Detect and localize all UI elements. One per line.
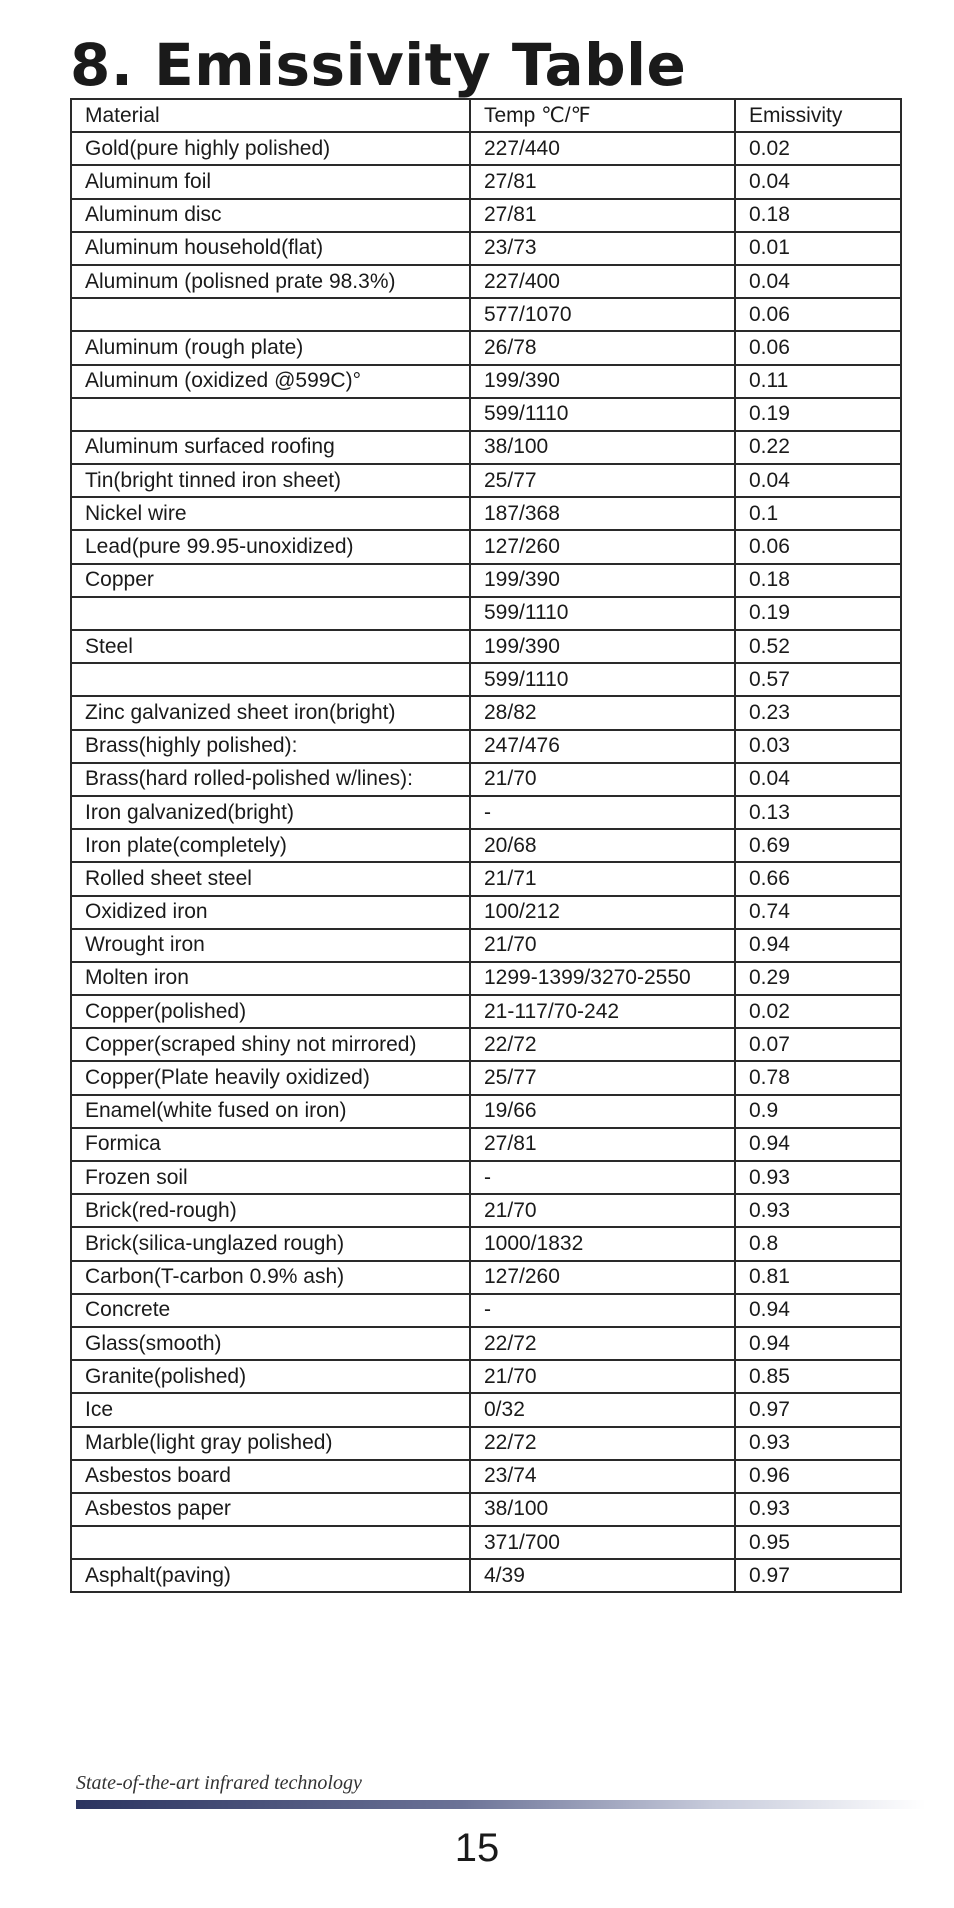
emissivity-cell: 0.96: [735, 1460, 901, 1493]
material-cell: Copper: [71, 564, 470, 597]
emissivity-cell: 0.13: [735, 796, 901, 829]
emissivity-cell: 0.1: [735, 497, 901, 530]
emissivity-cell: 0.94: [735, 1294, 901, 1327]
material-cell: Aluminum disc: [71, 199, 470, 232]
material-cell: Aluminum surfaced roofing: [71, 431, 470, 464]
temp-cell: 1299-1399/3270-2550: [470, 962, 735, 995]
emissivity-cell: 0.04: [735, 763, 901, 796]
material-cell: Aluminum (rough plate): [71, 331, 470, 364]
emissivity-cell: 0.69: [735, 829, 901, 862]
material-cell: [71, 398, 470, 431]
material-cell: Aluminum (polisned prate 98.3%): [71, 265, 470, 298]
emissivity-cell: 0.95: [735, 1526, 901, 1559]
table-row: [71, 232, 901, 265]
material-cell: Asbestos board: [71, 1460, 470, 1493]
table-row: [71, 829, 901, 862]
emissivity-cell: 0.94: [735, 1327, 901, 1360]
table-row: [71, 1128, 901, 1161]
material-cell: Aluminum foil: [71, 165, 470, 198]
table-row: [71, 530, 901, 563]
table-row: [71, 1493, 901, 1526]
table-row: [71, 929, 901, 962]
material-cell: Iron galvanized(bright): [71, 796, 470, 829]
temp-cell: 371/700: [470, 1526, 735, 1559]
emissivity-cell: 0.23: [735, 696, 901, 729]
temp-cell: -: [470, 796, 735, 829]
table-row: [71, 1526, 901, 1559]
temp-cell: -: [470, 1294, 735, 1327]
table-row: [71, 331, 901, 364]
temp-cell: 27/81: [470, 1128, 735, 1161]
material-cell: [71, 1526, 470, 1559]
table-row: [71, 464, 901, 497]
table-row: [71, 298, 901, 331]
material-cell: Wrought iron: [71, 929, 470, 962]
emissivity-cell: 0.06: [735, 530, 901, 563]
footer-divider: [76, 1800, 926, 1809]
emissivity-cell: 0.04: [735, 265, 901, 298]
emissivity-cell: 0.78: [735, 1061, 901, 1094]
temp-cell: 577/1070: [470, 298, 735, 331]
temp-cell: 21/71: [470, 862, 735, 895]
table-row: [71, 1194, 901, 1227]
table-row: [71, 1095, 901, 1128]
material-cell: Oxidized iron: [71, 896, 470, 929]
table-row: [71, 962, 901, 995]
material-cell: Copper(scraped shiny not mirrored): [71, 1028, 470, 1061]
temp-cell: 127/260: [470, 1261, 735, 1294]
table-row: [71, 497, 901, 530]
material-cell: Carbon(T-carbon 0.9% ash): [71, 1261, 470, 1294]
temp-cell: 21-117/70-242: [470, 995, 735, 1028]
material-cell: Ice: [71, 1393, 470, 1426]
material-cell: [71, 597, 470, 630]
emissivity-cell: 0.97: [735, 1393, 901, 1426]
page-number: 15: [454, 1826, 500, 1870]
material-cell: Marble(light gray polished): [71, 1427, 470, 1460]
table-row: [71, 1261, 901, 1294]
temp-cell: 1000/1832: [470, 1227, 735, 1260]
emissivity-cell: 0.18: [735, 199, 901, 232]
temp-cell: 27/81: [470, 199, 735, 232]
emissivity-cell: 0.06: [735, 331, 901, 364]
table-row: [71, 199, 901, 232]
emissivity-cell: 0.94: [735, 1128, 901, 1161]
temp-cell: 100/212: [470, 896, 735, 929]
material-cell: Steel: [71, 630, 470, 663]
material-cell: Molten iron: [71, 962, 470, 995]
temp-cell: 22/72: [470, 1028, 735, 1061]
emissivity-cell: 0.93: [735, 1194, 901, 1227]
temp-cell: 4/39: [470, 1559, 735, 1592]
table-row: [71, 696, 901, 729]
table-row: [71, 1028, 901, 1061]
material-cell: Glass(smooth): [71, 1327, 470, 1360]
emissivity-cell: 0.02: [735, 132, 901, 165]
material-cell: [71, 298, 470, 331]
table-row: [71, 796, 901, 829]
emissivity-cell: 0.94: [735, 929, 901, 962]
temp-cell: 25/77: [470, 464, 735, 497]
emissivity-cell: 0.97: [735, 1559, 901, 1592]
emissivity-cell: 0.93: [735, 1493, 901, 1526]
emissivity-cell: 0.93: [735, 1161, 901, 1194]
temp-cell: -: [470, 1161, 735, 1194]
emissivity-cell: 0.01: [735, 232, 901, 265]
material-cell: Iron plate(completely): [71, 829, 470, 862]
table-row: [71, 265, 901, 298]
header-row: [71, 99, 901, 132]
material-cell: Aluminum household(flat): [71, 232, 470, 265]
temp-cell: 25/77: [470, 1061, 735, 1094]
table-header: [71, 99, 901, 132]
emissivity-cell: 0.19: [735, 398, 901, 431]
emissivity-cell: 0.04: [735, 464, 901, 497]
table-row: [71, 896, 901, 929]
table-body: [71, 132, 901, 1592]
footer-tagline: State-of-the-art infrared technology: [76, 1772, 362, 1794]
material-cell: Brass(hard rolled-polished w/lines):: [71, 763, 470, 796]
emissivity-cell: 0.11: [735, 365, 901, 398]
header-temp: Temp ℃/℉: [470, 99, 735, 132]
header-emissivity: Emissivity: [735, 99, 901, 132]
material-cell: Formica: [71, 1128, 470, 1161]
temp-cell: 227/440: [470, 132, 735, 165]
emissivity-table: [70, 98, 902, 1593]
emissivity-cell: 0.19: [735, 597, 901, 630]
temp-cell: 20/68: [470, 829, 735, 862]
emissivity-cell: 0.57: [735, 663, 901, 696]
material-cell: Rolled sheet steel: [71, 862, 470, 895]
table-row: [71, 165, 901, 198]
emissivity-cell: 0.74: [735, 896, 901, 929]
emissivity-cell: 0.18: [735, 564, 901, 597]
material-cell: Copper(Plate heavily oxidized): [71, 1061, 470, 1094]
material-cell: Gold(pure highly polished): [71, 132, 470, 165]
temp-cell: 599/1110: [470, 398, 735, 431]
material-cell: Brick(red-rough): [71, 1194, 470, 1227]
temp-cell: 21/70: [470, 1194, 735, 1227]
temp-cell: 38/100: [470, 431, 735, 464]
table-row: [71, 1360, 901, 1393]
temp-cell: 199/390: [470, 630, 735, 663]
temp-cell: 23/74: [470, 1460, 735, 1493]
temp-cell: 599/1110: [470, 597, 735, 630]
table-row: [71, 1061, 901, 1094]
temp-cell: 38/100: [470, 1493, 735, 1526]
emissivity-cell: 0.8: [735, 1227, 901, 1260]
emissivity-cell: 0.66: [735, 862, 901, 895]
material-cell: Asphalt(paving): [71, 1559, 470, 1592]
table-row: [71, 1460, 901, 1493]
temp-cell: 19/66: [470, 1095, 735, 1128]
material-cell: Brass(highly polished):: [71, 730, 470, 763]
emissivity-cell: 0.04: [735, 165, 901, 198]
temp-cell: 22/72: [470, 1427, 735, 1460]
temp-cell: 599/1110: [470, 663, 735, 696]
emissivity-cell: 0.07: [735, 1028, 901, 1061]
emissivity-cell: 0.93: [735, 1427, 901, 1460]
table-row: [71, 630, 901, 663]
material-cell: Frozen soil: [71, 1161, 470, 1194]
material-cell: Aluminum (oxidized @599C)°: [71, 365, 470, 398]
temp-cell: 27/81: [470, 165, 735, 198]
material-cell: Brick(silica-unglazed rough): [71, 1227, 470, 1260]
temp-cell: 21/70: [470, 1360, 735, 1393]
table-row: [71, 564, 901, 597]
temp-cell: 23/73: [470, 232, 735, 265]
material-cell: Concrete: [71, 1294, 470, 1327]
emissivity-cell: 0.85: [735, 1360, 901, 1393]
temp-cell: 199/390: [470, 564, 735, 597]
temp-cell: 247/476: [470, 730, 735, 763]
emissivity-cell: 0.02: [735, 995, 901, 1028]
table-row: [71, 132, 901, 165]
table-row: [71, 365, 901, 398]
material-cell: Nickel wire: [71, 497, 470, 530]
page-title: 8. Emissivity Table: [70, 31, 687, 99]
table-row: [71, 1427, 901, 1460]
temp-cell: 227/400: [470, 265, 735, 298]
material-cell: Granite(polished): [71, 1360, 470, 1393]
temp-cell: 0/32: [470, 1393, 735, 1426]
temp-cell: 26/78: [470, 331, 735, 364]
material-cell: Lead(pure 99.95-unoxidized): [71, 530, 470, 563]
emissivity-cell: 0.81: [735, 1261, 901, 1294]
material-cell: Copper(polished): [71, 995, 470, 1028]
temp-cell: 22/72: [470, 1327, 735, 1360]
emissivity-cell: 0.03: [735, 730, 901, 763]
material-cell: Zinc galvanized sheet iron(bright): [71, 696, 470, 729]
table-row: [71, 398, 901, 431]
temp-cell: 127/260: [470, 530, 735, 563]
emissivity-cell: 0.52: [735, 630, 901, 663]
emissivity-cell: 0.9: [735, 1095, 901, 1128]
temp-cell: 199/390: [470, 365, 735, 398]
header-material: Material: [71, 99, 470, 132]
table-row: [71, 1294, 901, 1327]
table-row: [71, 1393, 901, 1426]
table-row: [71, 1227, 901, 1260]
material-cell: Asbestos paper: [71, 1493, 470, 1526]
table-row: [71, 763, 901, 796]
table-row: [71, 663, 901, 696]
material-cell: [71, 663, 470, 696]
emissivity-cell: 0.29: [735, 962, 901, 995]
table-row: [71, 1161, 901, 1194]
table-row: [71, 730, 901, 763]
temp-cell: 28/82: [470, 696, 735, 729]
emissivity-cell: 0.06: [735, 298, 901, 331]
material-cell: Enamel(white fused on iron): [71, 1095, 470, 1128]
table-row: [71, 597, 901, 630]
temp-cell: 187/368: [470, 497, 735, 530]
temp-cell: 21/70: [470, 763, 735, 796]
table-row: [71, 862, 901, 895]
emissivity-cell: 0.22: [735, 431, 901, 464]
table-row: [71, 1559, 901, 1592]
table-row: [71, 995, 901, 1028]
table-row: [71, 431, 901, 464]
temp-cell: 21/70: [470, 929, 735, 962]
table-row: [71, 1327, 901, 1360]
material-cell: Tin(bright tinned iron sheet): [71, 464, 470, 497]
